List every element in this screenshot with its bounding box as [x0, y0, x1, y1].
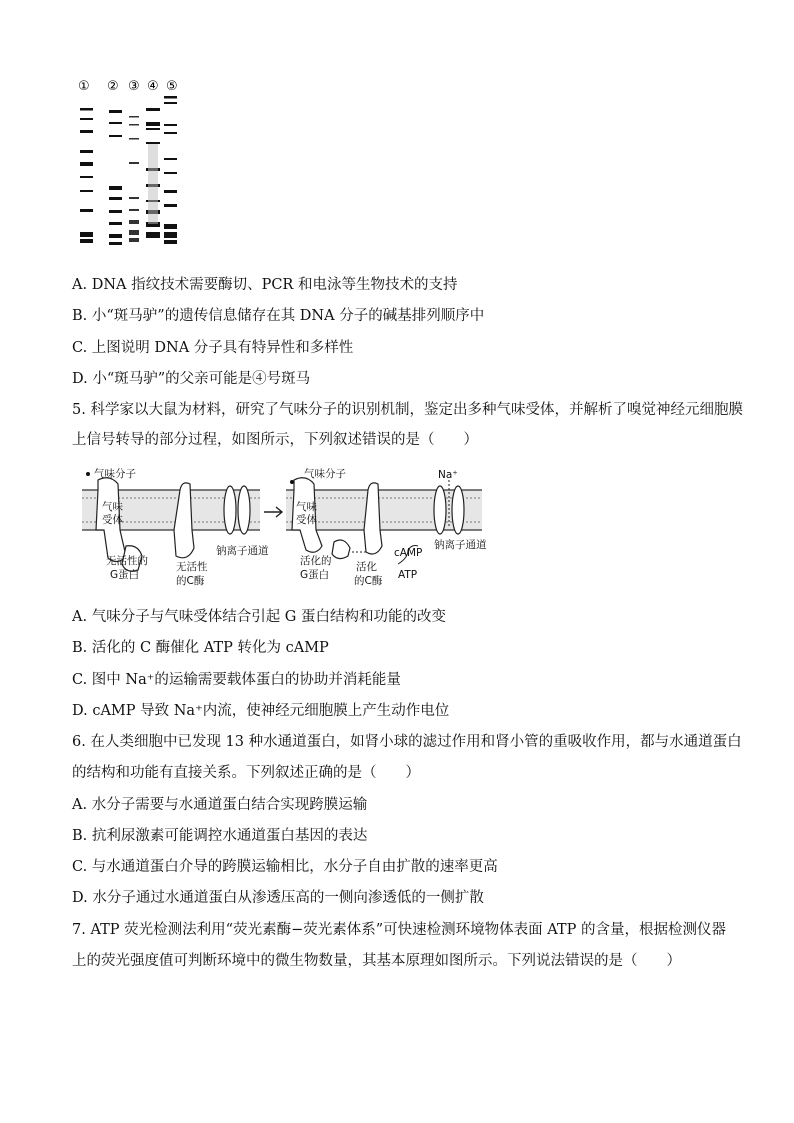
right-receptor-label-1: 气味	[296, 501, 317, 513]
left-g-label-1: 无活性的	[106, 555, 148, 567]
right-g-label-2: G蛋白	[300, 569, 330, 581]
lane-label-2: ②	[107, 79, 119, 94]
right-g-label-1: 活化的	[300, 555, 332, 567]
q4-option-d: D. 小“斑马驴”的父亲可能是④号斑马	[72, 371, 311, 387]
q6-option-c: C. 与水通道蛋白介导的跨膜运输相比，水分子自由扩散的速率更高	[72, 859, 498, 875]
right-odor-label: 气味分子	[304, 468, 346, 480]
q7-stem-line-1: 7. ATP 荧光检测法利用“荧光素酶−荧光素体系”可快速检测环境物体表面 ATP 的含量，根据检测仪器	[72, 922, 726, 938]
q6-stem-line-1: 6. 在人类细胞中已发现 13 种水通道蛋白，如肾小球的滤过作用和肾小管的重吸收作用，都与水通道蛋白	[72, 734, 742, 750]
q4-option-b: B. 小“斑马驴”的遗传信息储存在其 DNA 分子的碱基排列顺序中	[72, 308, 485, 324]
q4-option-a: A. DNA 指纹技术需要酶切、PCR 和电泳等生物技术的支持	[72, 277, 458, 293]
lane-5-bands	[164, 96, 177, 244]
right-receptor-label-2: 受体	[296, 514, 317, 526]
atp-label: ATP	[398, 569, 418, 581]
lane-1-bands	[80, 108, 93, 243]
q5-option-d: D. cAMP 导致 Na⁺内流，使神经元细胞膜上产生动作电位	[72, 703, 450, 719]
left-odor-label: 气味分子	[94, 468, 136, 480]
na-label: Na⁺	[438, 469, 458, 481]
lane-3-bands	[129, 116, 139, 242]
q5-stem-line-2: 上信号转导的部分过程，如图所示，下列叙述错误的是（ ）	[72, 432, 478, 448]
q5-option-b: B. 活化的 C 酶催化 ATP 转化为 cAMP	[72, 640, 329, 656]
q6-option-d: D. 水分子通过水通道蛋白从渗透压高的一侧向渗透低的一侧扩散	[72, 890, 484, 906]
left-c-label-1: 无活性	[176, 561, 208, 573]
lane-label-3: ③	[128, 79, 140, 94]
dna-fingerprint-figure	[72, 72, 192, 261]
right-c-label-1: 活化	[356, 561, 377, 573]
right-channel-label: 钠离子通道	[434, 539, 487, 551]
lane-label-1: ①	[78, 79, 90, 94]
transition-arrow-icon	[264, 507, 282, 517]
q5-stem-line-1: 5. 科学家以大鼠为材料，研究了气味分子的识别机制，鉴定出多种气味受体，并解析了嗅觉神经元细胞膜	[72, 402, 743, 418]
right-g-protein-shape	[332, 540, 350, 559]
q5-option-c: C. 图中 Na⁺的运输需要载体蛋白的协助并消耗能量	[72, 672, 401, 688]
q4-option-c: C. 上图说明 DNA 分子具有特异性和多样性	[72, 340, 354, 356]
left-receptor-label-2: 受体	[102, 514, 123, 526]
q7-stem-line-2: 上的荧光强度值可判断环境中的微生物数量，其基本原理如图所示。下列说法错误的是（ ）	[72, 953, 681, 969]
gel-image	[72, 72, 192, 257]
signal-transduction-svg	[78, 466, 498, 591]
lane-2-bands	[109, 110, 122, 245]
q6-option-a: A. 水分子需要与水通道蛋白结合实现跨膜运输	[72, 797, 368, 813]
q5-option-a: A. 气味分子与气味受体结合引起 G 蛋白结构和功能的改变	[72, 609, 446, 625]
lane-label-5: ⑤	[166, 79, 178, 94]
q6-option-b: B. 抗利尿激素可能调控水通道蛋白基因的表达	[72, 828, 368, 844]
left-g-label-2: G蛋白	[110, 569, 140, 581]
olfactory-signal-diagram	[78, 466, 498, 595]
left-channel-label: 钠离子通道	[216, 545, 269, 557]
lane-label-4: ④	[147, 79, 159, 94]
q6-stem-line-2: 的结构和功能有直接关系。下列叙述正确的是（ ）	[72, 765, 420, 781]
camp-label: cAMP	[394, 547, 423, 559]
right-c-label-2: 的C酶	[354, 575, 383, 587]
left-receptor-label-1: 气味	[102, 501, 123, 513]
left-c-label-2: 的C酶	[176, 575, 205, 587]
